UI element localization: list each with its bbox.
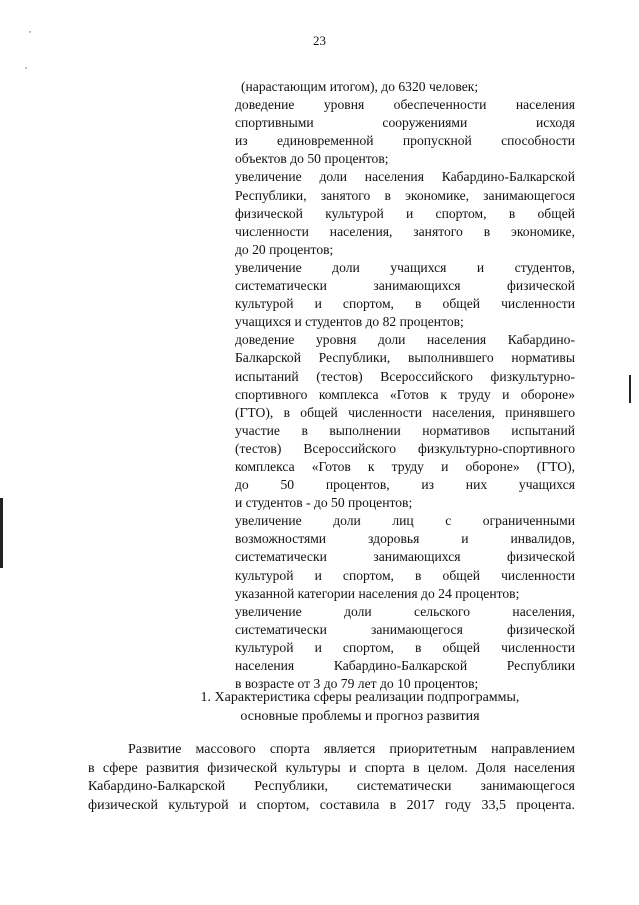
text-line: участие в выполнении нормативов испытаний [235,422,575,438]
text-line: спортивного комплекса «Готов к труду и обороне» [235,386,575,402]
text-line: Республики, занятого в экономике, занимающегося [235,187,575,203]
text-line: физической культурой и спортом, в общей [235,205,575,221]
scan-mark: ˙ [28,28,32,42]
text-line: увеличение доли учащихся и студентов, [235,259,575,275]
scan-edge-mark [0,498,3,568]
scan-edge-mark [629,375,631,403]
text-line: и студентов - до 50 процентов; [235,495,413,511]
text-line: из единовременной пропускной способности [235,133,575,149]
text-line: численности населения, занятого в экономике, [235,223,575,239]
target-indicators-list [235,78,575,693]
text-line: до 50 процентов, из них учащихся [235,477,575,493]
text-line: систематически занимающегося физической [235,621,575,637]
text-line: до 20 процентов; [235,241,334,257]
page-number: 23 [313,33,326,48]
text-line: культурой и спортом, в общей численности [235,567,575,583]
text-line: физической культурой и спортом, составила в 2017 году 33,5 процента. [88,797,575,813]
text-line: возможностями здоровья и инвалидов, [235,531,575,547]
text-line: систематически занимающихся физической [235,549,575,565]
text-line: населения Кабардино-Балкарской Республики [235,658,575,673]
text-line: объектов до 50 процентов; [235,151,389,167]
text-line: в возрасте от 3 до 79 лет до 10 процентов; [235,676,479,692]
text-line: (ГТО), в общей численности населения, принявшего [235,404,575,420]
text-line: увеличение доли лиц с ограниченными [235,513,575,529]
text-line: увеличение доли населения Кабардино-Балкарской [235,169,575,185]
text-line: культурой и спортом, в общей численности [235,296,575,312]
section-heading-line: 1. Характеристика сферы реализации подпрограммы, [200,690,520,705]
text-line: Балкарской Республики, выполнившего нормативы [235,350,575,366]
text-line: увеличение доли сельского населения, [235,603,575,619]
section-heading [120,688,600,726]
text-line: систематически занимающихся физической [235,278,575,294]
text-line: в сфере развития физической культуры и спорта в целом. Доля населения [88,760,575,776]
text-line: культурой и спортом, в общей численности [235,639,575,655]
scan-mark: ˙ [24,64,28,78]
text-line: комплекса «Готов к труду и обороне» (ГТО), [235,458,575,474]
text-line: (тестов) Всероссийского физкультурно-спортивного [235,440,575,456]
body-paragraph [88,741,575,815]
text-line: указанной категории населения до 24 процентов; [235,585,520,601]
section-heading-line: основные проблемы и прогноз развития [240,709,480,724]
text-line: испытаний (тестов) Всероссийского физкультурно- [235,368,575,384]
text-line: спортивными сооружениями исходя [235,115,575,131]
text-line: Кабардино-Балкарской Республики, систематически занимающегося [88,779,575,794]
text-line: Развитие массового спорта является приоритетным направлением [128,742,575,757]
text-line: учащихся и студентов до 82 процентов; [235,314,464,330]
text-line: (нарастающим итогом), до 6320 человек; [241,79,479,94]
text-line: доведение уровня доли населения Кабардино- [235,332,575,348]
text-line: доведение уровня обеспеченности населения [235,97,575,113]
